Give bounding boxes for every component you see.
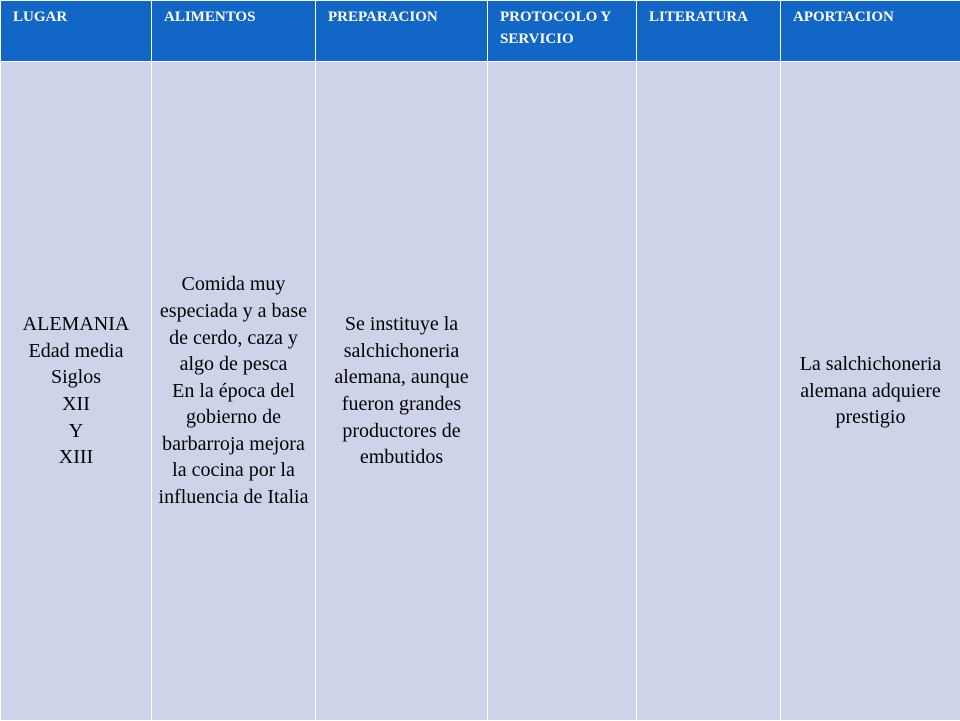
lugar-line-century-xiii: XIII [6,444,146,471]
header-preparacion: PREPARACION [316,1,488,62]
header-literatura: LITERATURA [637,1,781,62]
lugar-line-siglos: Siglos [6,364,146,391]
header-alimentos: ALIMENTOS [152,1,316,62]
cell-lugar [1,62,152,721]
cell-aportacion [781,62,960,721]
table-row [1,62,960,721]
cell-alimentos [152,62,316,721]
aportacion-text: La salchichoneria alemana adquiere prestigio [786,351,955,431]
header-lugar: LUGAR [1,1,152,62]
preparacion-text: Se instituye la salchichoneria alemana, aunque fueron grandes productores de embutidos [321,311,482,471]
lugar-line-century-xii: XII [6,391,146,418]
cell-preparacion [316,62,488,721]
header-aportacion: APORTACION [781,1,960,62]
alimentos-text: Comida muy especiada y a base de cerdo, caza y algo de pesca En la época del gobierno de barbarroja mejora la cocina por la influencia de Italia [157,271,310,510]
cell-protocolo-y-servicio [488,62,637,721]
header-protocolo-y-servicio: PROTOCOLO Y SERVICIO [488,1,637,62]
cell-literatura [637,62,781,721]
lugar-line-country: ALEMANIA [6,311,146,338]
lugar-line-y: Y [6,418,146,445]
header-row [1,1,960,62]
lugar-line-era: Edad media [6,338,146,365]
